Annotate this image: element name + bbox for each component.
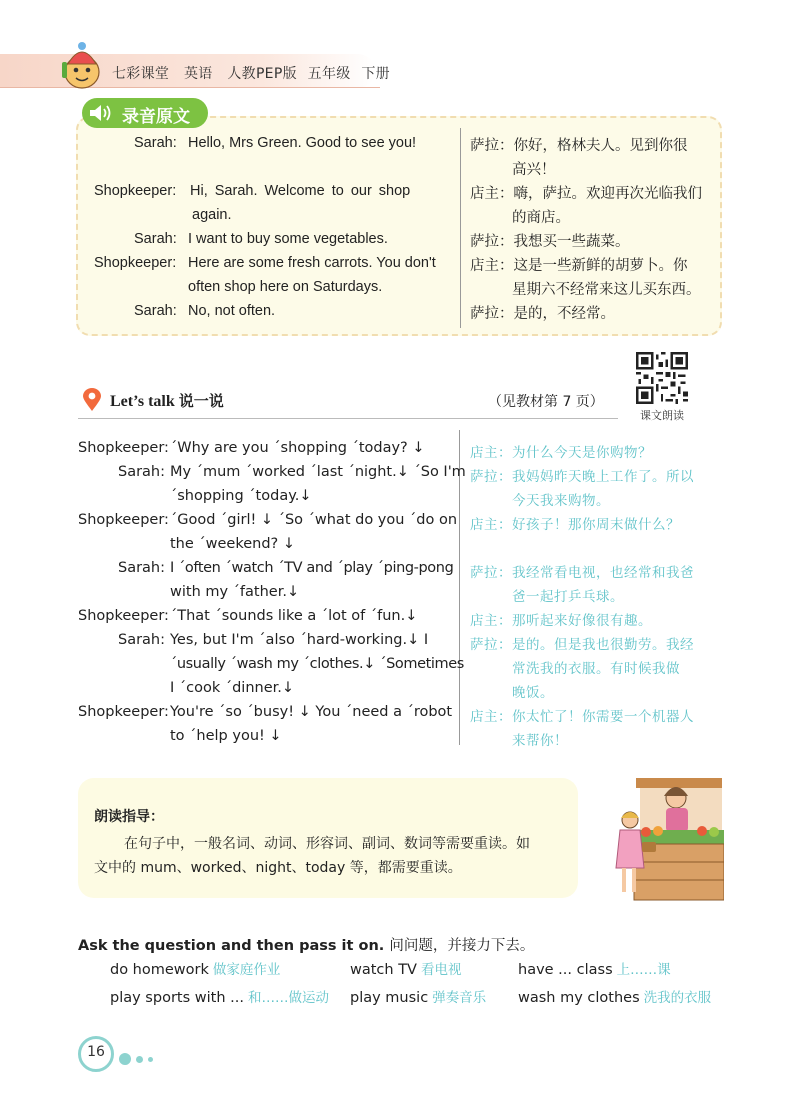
recording-title: 录音原文: [122, 107, 190, 127]
decor-dot: [136, 1056, 143, 1063]
talk-line-en: Yes, but I'm ˊalso ˊhard-working.↓ I: [170, 632, 429, 648]
talk-speaker: Shopkeeper:: [78, 440, 169, 456]
page-number: 16: [87, 1044, 105, 1060]
qr-caption: 课文朗读: [640, 409, 684, 422]
rec-line-zh: 店主：嗨，萨拉。欢迎再次光临我们: [470, 186, 702, 202]
talk-line-zh: 今天我来购物。: [512, 493, 610, 509]
phrase-item: [350, 958, 461, 978]
qr-code-icon[interactable]: [636, 352, 688, 404]
rec-line-zh: 高兴！: [512, 162, 556, 178]
talk-speaker: Sarah:: [118, 464, 166, 480]
location-pin-icon: [82, 388, 102, 412]
talk-speaker: Shopkeeper:: [78, 608, 169, 624]
talk-line-zh: 萨拉：我经常看电视，也经常和我爸: [470, 565, 694, 581]
mascot-icon: [56, 36, 108, 92]
rec-line-zh: 萨拉：是的，不经常。: [470, 306, 615, 322]
talk-line-en: You're ˊso ˊbusy! ↓ You ˊneed a ˊrobot: [170, 704, 453, 720]
phrase-zh: 做家庭作业: [212, 962, 281, 978]
talk-line-en: ˊusually ˊwash my ˊclothes.↓ ˊSometimes: [170, 656, 464, 672]
recording-divider: [460, 128, 461, 328]
header-grade: 五年级: [307, 66, 351, 82]
talk-line-en: ˊThat ˊsounds like a ˊlot of ˊfun.↓: [170, 608, 418, 624]
talk-line-zh: 店主：好孩子！那你周末做什么？: [470, 517, 680, 533]
rec-speaker: Sarah:: [134, 135, 177, 151]
phrase-zh: 和……做运动: [247, 990, 329, 1006]
talk-line-en: to ˊhelp you! ↓: [170, 728, 282, 744]
phrase-item: [518, 986, 711, 1006]
reading-guide-line2: 文中的 mum、worked、night、today 等，都需要重读。: [94, 860, 462, 876]
shop-illustration-icon: [606, 770, 724, 902]
rec-speaker: Shopkeeper:: [94, 183, 177, 199]
phrase-zh: 看电视: [420, 962, 462, 978]
talk-line-zh: 店主：那听起来好像很有趣。: [470, 613, 652, 629]
phrase-en: wash my clothes: [518, 990, 640, 1006]
header-volume: 下册: [361, 66, 390, 82]
talk-line-en: I ˊoften ˊwatch ˊTV and ˊplay ˊping-pong: [170, 560, 454, 576]
talk-line-en: the ˊweekend? ↓: [170, 536, 296, 552]
phrase-item: [518, 958, 671, 978]
rec-line-en: often shop here on Saturdays.: [188, 279, 383, 295]
rec-line-en: No, not often.: [188, 303, 276, 319]
phrase-en: have ... class: [518, 962, 613, 978]
speaker-icon: [88, 103, 112, 123]
talk-line-en: ˊshopping ˊtoday.↓: [170, 488, 312, 504]
rec-line-en: again.: [192, 207, 232, 223]
rec-speaker: Sarah:: [134, 231, 177, 247]
talk-line-en: My ˊmum ˊworked ˊlast ˊnight.↓ ˊSo I'm: [170, 464, 466, 480]
talk-line-zh: 来帮你！: [512, 733, 568, 749]
talk-speaker: Shopkeeper:: [78, 512, 169, 528]
talk-title-en: Let’s talk: [110, 393, 175, 410]
talk-speaker: Sarah:: [118, 632, 166, 648]
talk-line-en: I ˊcook ˊdinner.↓: [170, 680, 295, 696]
decor-dot: [119, 1053, 131, 1065]
talk-title: [110, 390, 224, 411]
talk-rule: [78, 418, 618, 419]
talk-line-zh: 萨拉：是的。但是我也很勤劳。我经: [470, 637, 694, 653]
header-edition: 人教PEP版: [227, 66, 297, 82]
phrase-zh: 弹奏音乐: [432, 990, 487, 1006]
talk-line-zh: 店主：你太忙了！你需要一个机器人: [470, 709, 694, 725]
talk-line-zh: 店主：为什么今天是你购物？: [470, 445, 652, 461]
header-title: [112, 63, 400, 83]
rec-line-zh: 店主：这是一些新鲜的胡萝卜。你: [470, 258, 688, 274]
talk-line-zh: 萨拉：我妈妈昨天晚上工作了。所以: [470, 469, 694, 485]
rec-line-en: Here are some fresh carrots. You don't: [188, 255, 436, 271]
talk-line-zh: 晚饭。: [512, 685, 554, 701]
talk-title-zh: 说一说: [178, 392, 224, 410]
phrase-item: [350, 986, 486, 1006]
phrase-en: do homework: [110, 962, 209, 978]
phrase-item: [110, 986, 329, 1006]
talk-speaker: Sarah:: [118, 560, 166, 576]
talk-line-en: with my ˊfather.↓: [170, 584, 300, 600]
ask-title-zh: 问问题，并接力下去。: [389, 938, 535, 954]
talk-line-en: ˊWhy are you ˊshopping ˊtoday? ↓: [170, 440, 425, 456]
header-subject: 英语: [183, 66, 213, 82]
phrase-item: [110, 958, 280, 978]
phrase-zh: 上……课: [616, 962, 671, 978]
reading-guide-line1: 在句子中，一般名词、动词、形容词、副词、数词等需要重读。如: [124, 836, 530, 852]
phrase-zh: 洗我的衣服: [643, 990, 712, 1006]
rec-speaker: Shopkeeper:: [94, 255, 177, 271]
talk-line-zh: 爸一起打乒乓球。: [512, 589, 624, 605]
reading-guide-text: [94, 832, 568, 880]
talk-line-zh: 常洗我的衣服。有时候我做: [512, 661, 680, 677]
talk-speaker: Shopkeeper:: [78, 704, 169, 720]
reading-guide-title: 朗读指导：: [94, 809, 164, 825]
rec-line-zh: 的商店。: [512, 210, 570, 226]
rec-line-en: Hello, Mrs Green. Good to see you!: [188, 135, 417, 151]
rec-line-en: I want to buy some vegetables.: [188, 231, 388, 247]
rec-line-zh: 星期六不经常来这儿买东西。: [512, 282, 701, 298]
decor-dot: [148, 1057, 153, 1062]
header-series: 七彩课堂: [112, 66, 170, 82]
talk-reference: （见教材第 7 页）: [488, 394, 604, 410]
rec-line-zh: 萨拉：你好，格林夫人。见到你很: [470, 138, 688, 154]
rec-line-en: Hi, Sarah. Welcome to our shop: [190, 183, 411, 199]
ask-title-en: Ask the question and then pass it on.: [78, 938, 385, 954]
phrase-en: play music: [350, 990, 429, 1006]
ask-title: [78, 934, 534, 955]
phrase-en: watch TV: [350, 962, 417, 978]
phrase-en: play sports with ...: [110, 990, 244, 1006]
talk-line-en: ˊGood ˊgirl! ↓ ˊSo ˊwhat do you ˊdo on: [170, 512, 458, 528]
rec-speaker: Sarah:: [134, 303, 177, 319]
rec-line-zh: 萨拉：我想买一些蔬菜。: [470, 234, 630, 250]
